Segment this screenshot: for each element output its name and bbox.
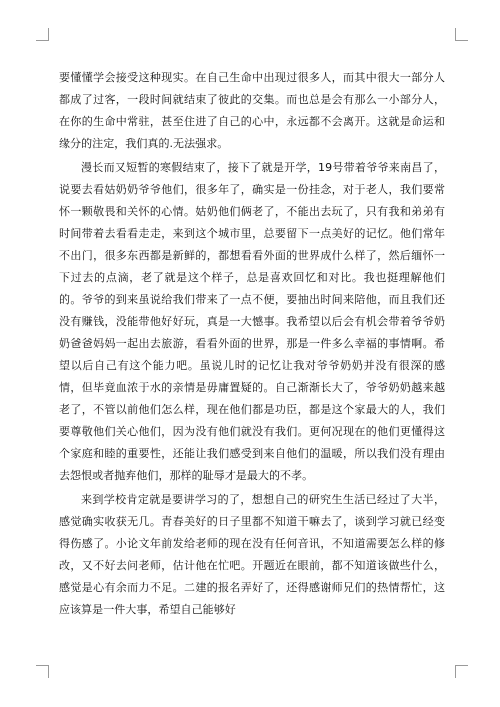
crop-mark-bottom-left bbox=[36, 665, 49, 678]
crop-mark-top-right bbox=[455, 28, 468, 41]
crop-mark-bottom-right bbox=[455, 665, 468, 678]
paragraph-3: 来到学校肯定就是要讲学习的了，想想自己的研究生生活已经过了大半，感觉确实收获无几。青春美好的日子里都不知道干嘛去了，谈到学习就已经变得伤感了。小论文年前发给老师的现在没有任何音讯，不知道需要怎么样的修改，又不好去问老师，估计他在忙吧。开题近在眼前，都不知道该做些什么，感觉是心有余而力不足。二建的报名弄好了，还得感谢师兄们的热情帮忙，这应该算是一件大事，希望自己能够好 bbox=[59, 493, 445, 616]
paragraph-1: 要懂懂学会接受这种现实。在自己生命中出现过很多人，而其中很大一部分人都成了过客，一段时间就结束了彼此的交集。而也总是会有那么一小部分人，在你的生命中常驻，甚至住进了自己的心中，永远都不会离开。这就是命运和缘分的注定，我们真的.无法强求。 bbox=[59, 71, 445, 150]
paragraph-2: 漫长而又短暂的寒假结束了，接下了就是开学，19号带着爷爷来南昌了，说要去看姑奶奶爷爷他们，很多年了，确实是一份挂念，对于老人，我们要常怀一颗敬畏和关怀的心情。姑奶他们俩老了，不能出去玩了，只有我和弟弟有时间带着去看看走走，来到这个城市里，总要留下一点美好的记忆。他们常年不出门，很多东西都是新鲜的，都想看看外面的世界成什么样了，然后缅怀一下过去的点滴，老了就是这个样子，总是喜欢回忆和对比。我也挺理解他们的。爷爷的到来虽说给我们带来了一点不便，要抽出时间来陪他，而且我们还没有赚钱，没能带他好好玩，真是一大憾事。我希望以后会有机会带着爷爷奶奶爸爸妈妈一起出去旅游，看看外面的世界，那是一件多么幸福的事情啊。希望以后自己有这个能力吧。虽说儿时的记忆让我对爷爷奶奶并没有很深的感情，但毕竟血浓于水的亲情是毋庸置疑的。自己渐渐长大了，爷爷奶奶越来越老了，不管以前他们怎么样，现在他们都是功臣，都是这个家最大的人，我们要尊敬他们关心他们，因为没有他们就没有我们。更何况现在的他们更懂得这个家庭和睦的重要性，还能让我们感受到来自他们的温暖，所以我们没有理由去怨恨或者抛弃他们，那样的耻辱才是最大的不孝。 bbox=[59, 161, 445, 482]
crop-mark-top-left bbox=[36, 28, 49, 41]
document-body bbox=[59, 67, 445, 621]
